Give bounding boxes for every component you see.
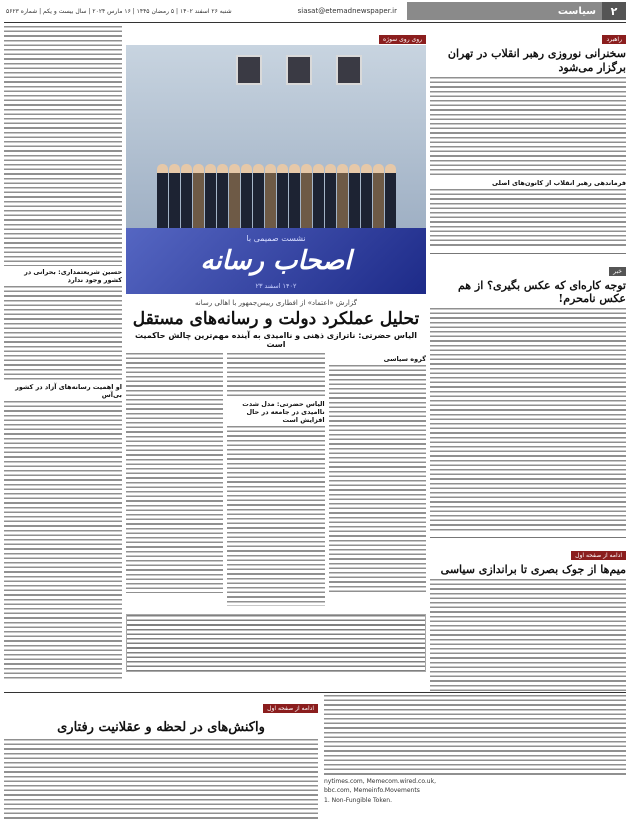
portrait-frame-icon [236, 55, 262, 85]
kicker-strategy: راهبرد [602, 35, 626, 44]
article-body-text [430, 77, 626, 177]
story-body-text [227, 353, 324, 398]
feature-title: واکنش‌های در لحظه و عقلانیت رفتاری [57, 720, 265, 735]
article-body-text [4, 26, 122, 266]
byline: گروه سیاسی [383, 355, 426, 364]
kicker-spotlight: روی روی سوژه [379, 35, 426, 44]
event-banner [126, 228, 426, 294]
article-title-memes: میم‌ها از جوک بصری تا براندازی سیاسی [440, 563, 626, 576]
story-body-text [227, 426, 324, 606]
story-body-text [329, 365, 426, 595]
story-kicker: گزارش «اعتماد» از افطاری رییس‌جمهور با اهالی رسانه [195, 299, 357, 307]
banner-date: ۱۴۰۲ اسفند ۲۳ [255, 282, 297, 290]
banner-tagline: نشست صمیمی با [246, 234, 306, 243]
article-body-text [430, 579, 626, 691]
kicker-continued: ادامه از صفحه اول [263, 704, 318, 713]
article-subheading: فرماندهی رهبر انقلاب از کانون‌های اصلی [491, 178, 626, 187]
portrait-frame-icon [286, 55, 312, 85]
story-body-text [126, 353, 223, 593]
site-email[interactable]: siasat@etemadnewspaper.ir [297, 7, 397, 15]
portrait-frame-icon [336, 55, 362, 85]
story-subheadline: الیاس حضرتی: نا‌ترازی ذهنی و ناامیدی به آینده مهم‌ترین چالش حاکمیت است [135, 331, 417, 350]
bottom-feature [4, 695, 318, 817]
story-subheading: الیاس حضرتی: مدل شدت ناامیدی در جامعه در حال افزایش است [242, 400, 325, 425]
article-subheading: او اهمیت رسانه‌های آزاد در کشور بی‌آس [15, 383, 122, 399]
article-body-text [4, 739, 318, 820]
reference-3: 1. Non-Fungible Token. [324, 796, 393, 804]
article-body-text [4, 286, 122, 381]
date-line: شنبه ۲۶ اسفند ۱۴۰۲ | ۵ رمضان ۱۴۴۵ | ۱۶ مارس ۲۰۲۴ | سال بیست و یکم | شماره ۵۶۲۳ [6, 7, 232, 15]
kicker-news: خبر [609, 267, 626, 276]
article-body-text [430, 189, 626, 249]
banner-title: اصحاب رسانه [200, 246, 352, 276]
right-column [430, 26, 626, 691]
group-photo [126, 45, 426, 228]
article-body-text [4, 401, 122, 681]
page-header [0, 0, 630, 22]
main-story [126, 26, 426, 691]
article-body-text [430, 308, 626, 533]
people-silhouettes [126, 156, 426, 228]
article-title-photo: توجه کاره‌ای که عکس بگیری؟ از هم عکس نامحرم! [457, 278, 626, 306]
reference-2: bbc.com, Memeinfo.Movements [324, 787, 420, 795]
reference-1: nytimes.com, Memecom.wired.co.uk, [324, 778, 436, 785]
bottom-section [4, 692, 626, 819]
article-body-text [324, 695, 626, 777]
article-title-leader-speech: سخنرانی نوروزی رهبر انقلاب در تهران برگزار می‌شود [447, 47, 626, 74]
pull-quote-box [126, 614, 426, 672]
header-rule [4, 22, 626, 23]
article-subheading: حسین شریعتمداری: بحرانی در کشور وجود ندارد [24, 268, 122, 284]
page-number: ۲ [602, 2, 626, 20]
kicker-continued: ادامه از صفحه اول [571, 551, 626, 560]
left-column [4, 26, 122, 691]
divider [430, 253, 626, 254]
section-title: سیاست [407, 2, 602, 20]
story-headline: تحلیل عملکرد دولت و رسانه‌های مستقل [132, 309, 420, 329]
bottom-article [324, 695, 626, 817]
divider [430, 537, 626, 538]
